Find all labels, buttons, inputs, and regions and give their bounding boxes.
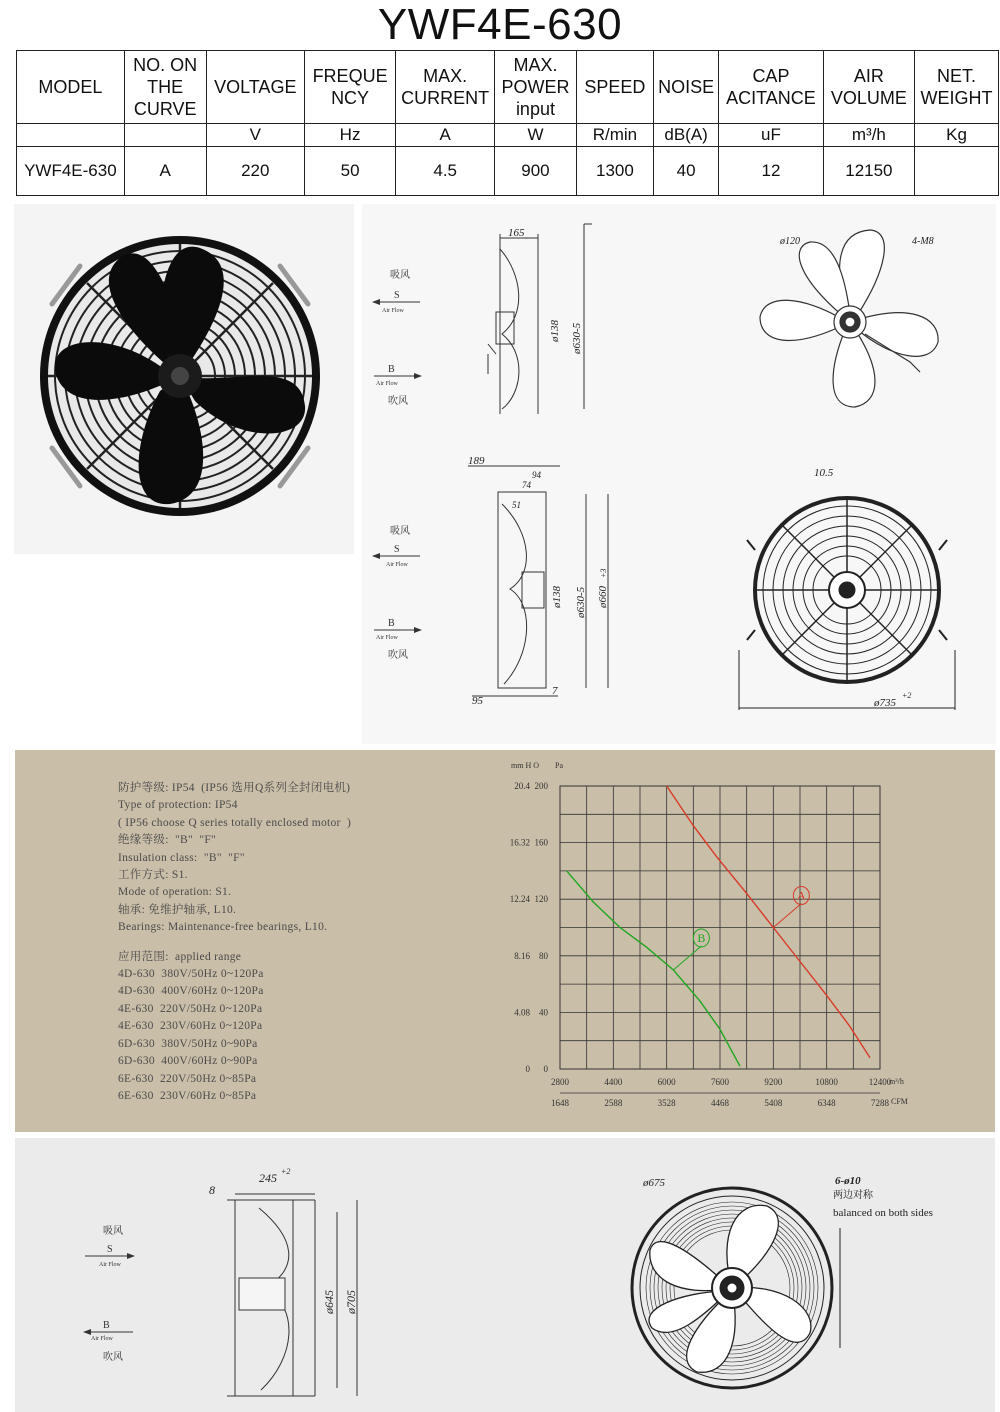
suction-cn: 吸风 — [390, 526, 410, 537]
header-line: THE — [147, 77, 184, 97]
unit-cell: Hz — [304, 124, 395, 147]
spec-table — [16, 50, 999, 196]
value-cell: A — [124, 147, 206, 196]
air-flow-label: Air Flow — [382, 308, 404, 314]
spec-line: 防护等级: IP54 (IP56 选用Q系列全封闭电机) — [118, 782, 351, 794]
dim-front-offset: 10.5 — [814, 467, 834, 479]
value-cell: 12 — [719, 147, 823, 196]
dim-depth: 245 — [259, 1171, 277, 1185]
value-cell: 900 — [495, 147, 577, 196]
header-line: WEIGHT — [920, 88, 993, 108]
side-view-middle — [468, 466, 608, 696]
air-flow-label: Air Flow — [376, 381, 398, 387]
spec-line: 4D-630 400V/60Hz 0~120Pa — [118, 985, 264, 998]
header-line: NCY — [331, 88, 370, 108]
header-cell — [915, 51, 999, 124]
dim-hub-dia-mid: ø138 — [551, 586, 563, 608]
y-tick-label-left: 4.08 — [514, 1007, 530, 1018]
header-line: AIR — [853, 66, 884, 86]
air-flow-label: Air Flow — [99, 1262, 121, 1268]
dim-guard-dia: ø660 — [597, 586, 609, 608]
series-label: A — [796, 888, 806, 903]
unit-cell: R/min — [576, 124, 653, 147]
dim-depth-tol: +2 — [281, 1167, 291, 1176]
y-tick-label-left: 20.4 — [514, 781, 530, 791]
dim-holes: 6-ø10 — [835, 1175, 861, 1187]
air-flow-label: Air Flow — [386, 562, 408, 568]
value-cell: 50 — [304, 147, 395, 196]
header-line: input — [515, 99, 555, 119]
y-tick-label-right: 160 — [534, 837, 548, 848]
page-title: YWF4E-630 — [377, 0, 623, 49]
dim-blade-dia: ø630-5 — [571, 322, 583, 354]
technical-drawings — [362, 204, 996, 744]
spec-line: Insulation class: "B" "F" — [118, 851, 245, 864]
suction-code: S — [107, 1244, 113, 1255]
x2-tick-label: 2588 — [604, 1098, 623, 1108]
air-flow-label: Air Flow — [376, 635, 398, 641]
spec-line: 4E-630 220V/50Hz 0~120Pa — [118, 1002, 263, 1015]
spec-line: 6E-630 230V/60Hz 0~85Pa — [118, 1089, 257, 1102]
airflow-legend-top — [372, 269, 422, 407]
y-tick-label-right: 40 — [539, 1007, 548, 1018]
x-tick-label: 6000 — [657, 1077, 676, 1087]
x2-tick-label: 7288 — [871, 1098, 889, 1108]
spec-line: 绝缘等级: "B" "F" — [118, 834, 217, 847]
header-line: MAX. — [423, 66, 468, 86]
side-view-bottom — [227, 1194, 357, 1396]
header-cell — [495, 51, 577, 124]
dim-front-hub: ø120 — [780, 236, 800, 247]
y-unit-right: Pa — [555, 761, 563, 770]
header-cell — [304, 51, 395, 124]
header-cell: VOLTAGE — [206, 51, 304, 124]
x2-tick-label: 5408 — [764, 1098, 783, 1108]
front-view-top — [760, 230, 938, 407]
x-tick-label: 2800 — [551, 1077, 569, 1087]
value-cell: 4.5 — [396, 147, 495, 196]
front-view-middle — [739, 498, 955, 710]
value-cell: 12150 — [823, 147, 914, 196]
unit-cell: W — [495, 124, 577, 147]
spec-value-row — [17, 147, 999, 196]
spec-line: 轴承: 免维护轴承, L10. — [118, 903, 237, 916]
front-view-bottom — [632, 1188, 840, 1388]
header-line: POWER — [501, 77, 570, 97]
y-tick-label-left: 0 — [525, 1064, 530, 1074]
balanced-cn: 两边对称 — [833, 1190, 873, 1201]
unit-cell: V — [206, 124, 304, 147]
blow-cn: 吹风 — [103, 1352, 123, 1363]
bottom-drawings — [15, 1138, 995, 1412]
header-line: FREQUE — [312, 66, 388, 86]
unit-cell: Kg — [915, 124, 999, 147]
dim-front-dia-bottom: ø675 — [643, 1177, 665, 1189]
series-label: B — [697, 930, 706, 945]
balanced-en: balanced on both sides — [833, 1207, 933, 1219]
x-tick-label: 12400 — [868, 1077, 892, 1087]
suction-code: S — [394, 544, 400, 555]
blow-code: B — [388, 364, 395, 375]
blow-cn: 吹风 — [388, 396, 408, 407]
dim-7: 7 — [552, 685, 558, 697]
value-cell: 40 — [654, 147, 719, 196]
blow-code: B — [388, 618, 395, 629]
blow-code: B — [103, 1320, 110, 1331]
x2-tick-label: 3528 — [657, 1098, 676, 1108]
header-cell — [823, 51, 914, 124]
dim-94: 94 — [532, 470, 541, 480]
x-tick-label: 7600 — [711, 1077, 729, 1087]
series-callout-line — [673, 946, 701, 970]
spec-line: Mode of operation: S1. — [118, 886, 232, 899]
unit-cell — [17, 124, 125, 147]
suction-code: S — [394, 290, 400, 301]
suction-cn: 吸风 — [390, 270, 410, 281]
header-line: MAX. — [513, 55, 558, 75]
dim-blade-dia-mid: ø630-5 — [575, 586, 587, 618]
x2-tick-label: 4468 — [711, 1098, 729, 1108]
unit-cell: uF — [719, 124, 823, 147]
y-tick-label-right: 120 — [534, 894, 548, 905]
header-line: NO. ON — [133, 55, 198, 75]
spec-line: 工作方式: S1. — [118, 869, 188, 882]
spec-unit-row — [17, 124, 999, 147]
spec-line: 4D-630 380V/50Hz 0~120Pa — [118, 968, 264, 981]
performance-chart — [505, 756, 935, 1121]
spec-line: 6D-630 380V/50Hz 0~90Pa — [118, 1037, 258, 1050]
y-tick-label-left: 8.16 — [514, 950, 530, 961]
y-tick-label-right: 80 — [539, 950, 548, 961]
header-cell: SPEED — [576, 51, 653, 124]
spec-header-row — [17, 51, 999, 124]
dim-hub-dia: ø138 — [549, 320, 561, 342]
y-unit-left: mm H O — [511, 761, 539, 770]
unit-cell: m³/h — [823, 124, 914, 147]
spec-gap — [118, 937, 351, 949]
dim-8: 8 — [209, 1183, 215, 1197]
spec-line: Bearings: Maintenance-free bearings, L10. — [118, 921, 328, 934]
dim-705: ø705 — [344, 1290, 358, 1314]
x-tick-label: 4400 — [604, 1077, 623, 1087]
dim-51: 51 — [512, 500, 521, 510]
airflow-legend-middle — [372, 525, 422, 661]
spec-line: 6D-630 400V/60Hz 0~90Pa — [118, 1055, 258, 1068]
header-cell — [396, 51, 495, 124]
dim-overall-depth: 189 — [468, 455, 485, 467]
air-flow-label: Air Flow — [91, 1336, 113, 1342]
unit-cell: A — [396, 124, 495, 147]
header-cell: NOISE — [654, 51, 719, 124]
header-cell — [124, 51, 206, 124]
x-tick-label: 9200 — [764, 1077, 783, 1087]
header-line: CURRENT — [401, 88, 490, 108]
series-line-b — [567, 871, 740, 1066]
series-callout-line — [773, 904, 801, 928]
x2-tick-label: 6348 — [817, 1098, 836, 1108]
y-tick-label-left: 16.32 — [509, 837, 530, 848]
header-cell — [719, 51, 823, 124]
dim-side-width: 165 — [508, 227, 525, 239]
spec-line: 4E-630 230V/60Hz 0~120Pa — [118, 1020, 263, 1033]
header-line: CAP — [752, 66, 790, 86]
header-line: NET. — [937, 66, 977, 86]
airflow-legend-bottom — [83, 1225, 135, 1363]
y-tick-label-right: 200 — [534, 781, 548, 791]
x2-tick-label: 1648 — [551, 1098, 569, 1108]
unit-cell — [124, 124, 206, 147]
x-tick-label: 10800 — [815, 1077, 838, 1087]
y-tick-label-left: 12.24 — [509, 894, 530, 905]
series-line-a — [667, 786, 870, 1058]
spec-line: ( IP56 choose Q series totally enclosed motor ) — [118, 816, 352, 829]
unit-cell: dB(A) — [654, 124, 719, 147]
header-cell: MODEL — [17, 51, 125, 124]
dim-guard-tol: +3 — [599, 568, 608, 578]
header-line: VOLUME — [830, 88, 907, 108]
value-cell — [915, 147, 999, 196]
dim-front-tol: +2 — [902, 691, 912, 700]
header-line: CURVE — [133, 99, 197, 119]
spec-line: 应用范围: applied range — [118, 950, 242, 963]
dim-95: 95 — [472, 695, 483, 707]
blow-cn: 吹风 — [388, 650, 408, 661]
dim-front-dia: ø735 — [874, 697, 896, 709]
dim-645: ø645 — [322, 1290, 336, 1314]
spec-line: Type of protection: IP54 — [118, 799, 238, 812]
value-cell: 220 — [206, 147, 304, 196]
spec-text-block — [118, 780, 351, 1105]
side-view-top — [488, 224, 592, 414]
y-tick-label-right: 0 — [543, 1064, 548, 1074]
dim-front-bolts: 4-M8 — [912, 236, 934, 247]
x-unit: m³/h — [889, 1077, 904, 1086]
spec-line: 6E-630 220V/50Hz 0~85Pa — [118, 1072, 257, 1085]
suction-cn: 吸风 — [103, 1226, 123, 1237]
x2-unit: CFM — [891, 1097, 908, 1106]
value-cell: YWF4E-630 — [17, 147, 125, 196]
header-line: ACITANCE — [726, 88, 816, 108]
fan-photo — [14, 204, 354, 554]
dim-74: 74 — [522, 480, 531, 490]
value-cell: 1300 — [576, 147, 653, 196]
